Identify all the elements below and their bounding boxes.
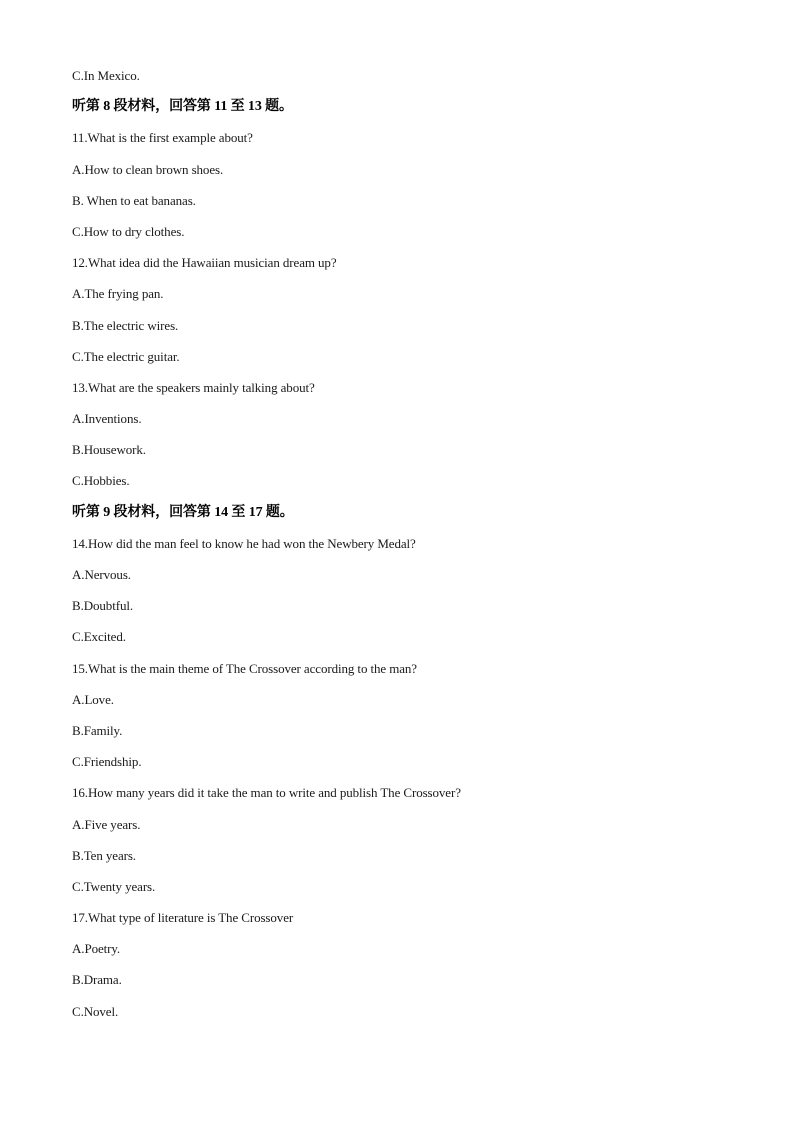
option-11a: A.How to clean brown shoes. [72, 161, 224, 177]
option-17b: B.Drama. [72, 972, 122, 988]
section-heading-8: 听第 8 段材料，回答第 11 至 13 题。 [72, 99, 293, 115]
option-10c: C.In Mexico. [72, 68, 140, 83]
option-14c: C.Excited. [72, 629, 126, 645]
option-16c: C.Twenty years. [72, 878, 156, 894]
option-17c: C.Novel. [72, 1003, 119, 1019]
section-heading-9: 听第 9 段材料，回答第 14 至 17 题。 [72, 504, 294, 520]
option-16a: A.Five years. [72, 816, 141, 832]
option-14a: A.Nervous. [72, 567, 131, 582]
option-16b: B.Ten years. [72, 847, 136, 863]
option-14b: B.Doubtful. [72, 598, 134, 614]
question-14: 14.How did the man feel to know he had won the Newbery Medal? [72, 535, 416, 551]
option-11b: B. When to eat bananas. [72, 192, 196, 208]
option-11c: C.How to dry clothes. [72, 223, 185, 239]
question-15: 15.What is the main theme of The Crossover according to the man? [72, 660, 417, 676]
option-12c: C.The electric guitar. [72, 348, 180, 364]
option-15a: A.Love. [72, 691, 114, 707]
option-17a: A.Poetry. [72, 941, 121, 957]
option-13a: A.Inventions. [72, 411, 142, 427]
exam-page [72, 66, 752, 1033]
option-12a: A.The frying pan. [72, 286, 164, 302]
question-16: 16.How many years did it take the man to write and publish The Crossover? [72, 785, 461, 801]
option-13b: B.Housework. [72, 442, 146, 458]
option-12b: B.The electric wires. [72, 317, 179, 333]
question-11: 11.What is the first example about? [72, 130, 253, 146]
question-17: 17.What type of literature is The Crossover [72, 910, 294, 926]
question-13: 13.What are the speakers mainly talking about? [72, 379, 315, 395]
question-12: 12.What idea did the Hawaiian musician dream up? [72, 255, 337, 271]
option-13c: C.Hobbies. [72, 473, 130, 489]
option-15b: B.Family. [72, 722, 123, 738]
option-15c: C.Friendship. [72, 754, 142, 770]
